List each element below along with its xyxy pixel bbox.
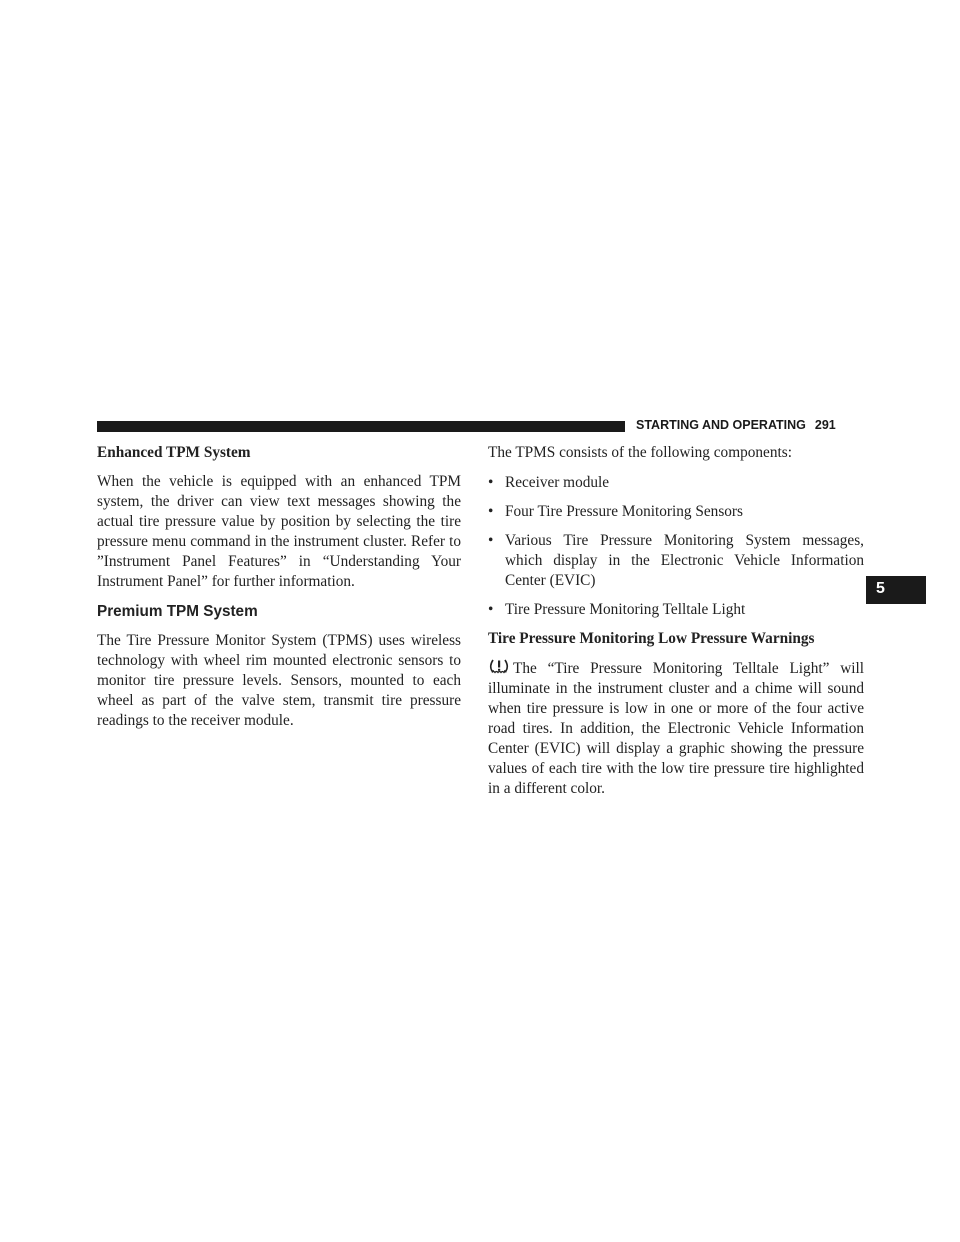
list-item: • Four Tire Pressure Monitoring Sensors [488, 503, 743, 520]
paragraph-enhanced-tpm: When the vehicle is equipped with an enhanced TPM system, the driver can view text messages showing the actual tire pressure value by position by selecting the tire pressure menu command in the instrument cluster. Refer to ”Instrument Panel Features” in “Understanding Your Instrument Panel” for further information. [97, 473, 461, 590]
paragraph-premium-tpm: The Tire Pressure Monitor System (TPMS) uses wireless technology with wheel rim mounted electronic sensors to monitor tire pressure levels. Sensors, mounted to each wheel as part of the valve stem, transmit tire pressure readings to the receiver module. [97, 632, 461, 729]
warnings-text: The “Tire Pressure Monitoring Telltale Light” will illuminate in the instrument cluster and a chime will sound when tire pressure is low in one or more of the four active road tires. In addition, the Electronic Vehicle Information Center (EVIC) will display a graphic showing the pressure values of each tire with the low tire pressure tire highlighted in a different color. [488, 660, 864, 797]
bullet: • [488, 474, 494, 491]
right-column [488, 443, 864, 809]
list-item: • Tire Pressure Monitoring Telltale Light [488, 601, 746, 618]
heading-premium-tpm: Premium TPM System [97, 603, 258, 620]
list-item: • Receiver module [488, 474, 610, 491]
chapter-number: 5 [876, 580, 885, 597]
bullet: • [488, 532, 494, 549]
section-title: STARTING AND OPERATING [636, 418, 806, 432]
running-header [636, 418, 836, 432]
tire-pressure-warning-icon [488, 658, 510, 674]
page-number: 291 [814, 418, 836, 432]
components-list [488, 473, 864, 620]
heading-low-pressure-warnings: Tire Pressure Monitoring Low Pressure Warnings [488, 630, 815, 647]
chapter-tab [866, 576, 926, 604]
bullet: • [488, 601, 494, 618]
header-rule [97, 421, 625, 432]
list-item: • Various Tire Pressure Monitoring System messages, which display in the Electronic Vehicle Information Center (EVIC) [488, 532, 864, 589]
paragraph-low-pressure-warnings [488, 658, 864, 799]
left-column [97, 443, 461, 741]
heading-enhanced-tpm: Enhanced TPM System [97, 444, 251, 461]
bullet: • [488, 503, 494, 520]
components-intro: The TPMS consists of the following components: [488, 444, 792, 461]
